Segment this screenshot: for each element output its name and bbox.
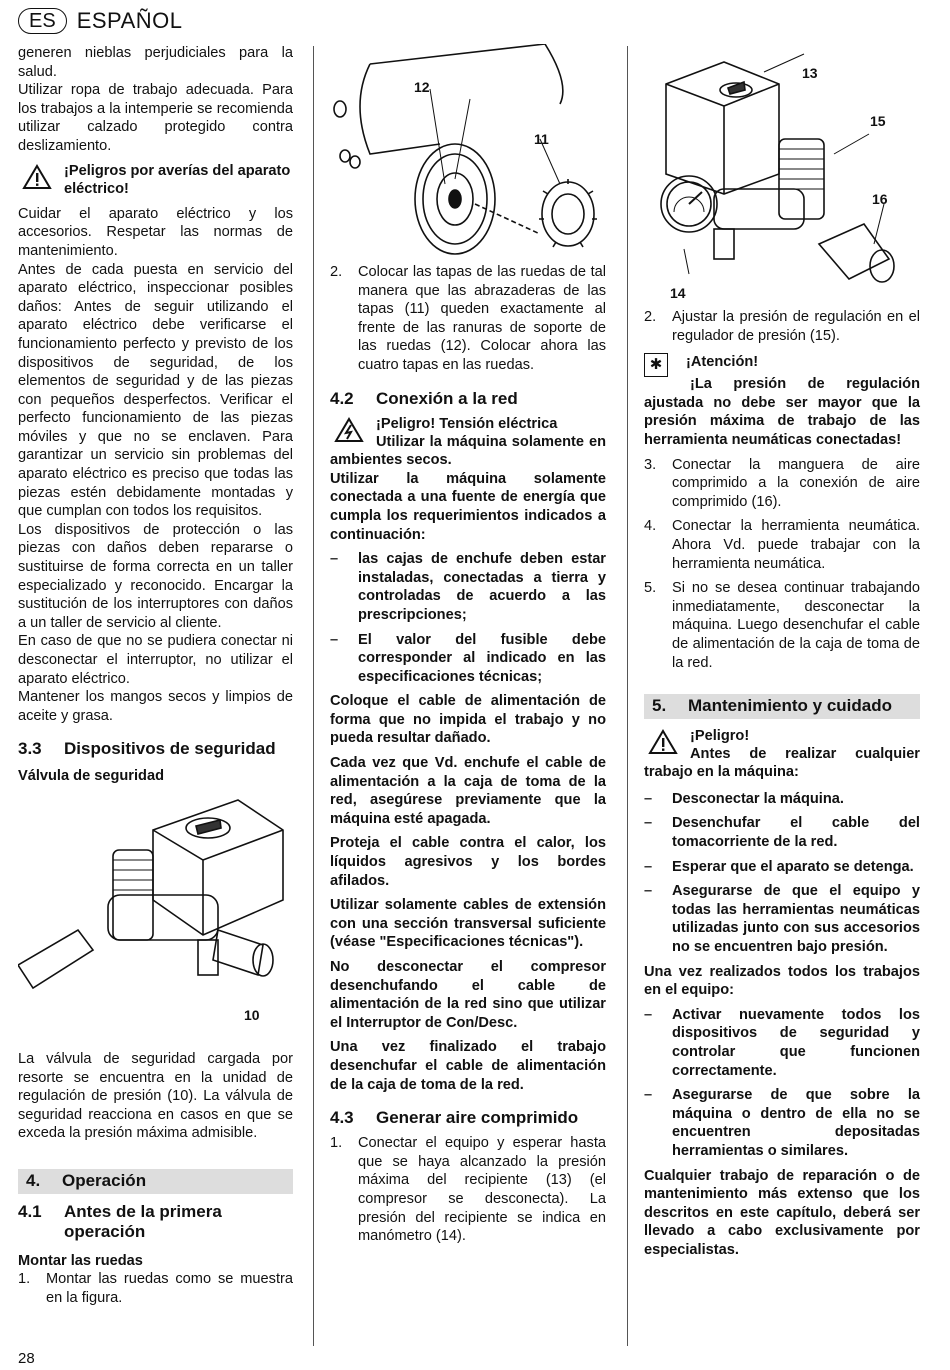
figure-pressure-controls (644, 44, 920, 302)
list-item: 4. Conectar la herramienta neumática. Ahora Vd. puede trabajar con la herramienta neumática. (644, 518, 920, 572)
step-list (644, 308, 920, 345)
paragraph: En caso de que no se pudiera conectar ni desconectar el interruptor, no utilizar el aparato eléctrico. (18, 633, 293, 687)
column-2 (330, 44, 606, 1252)
column-divider (627, 46, 628, 1346)
attention-note (644, 353, 920, 449)
section-heading: 3.3 Dispositivos de seguridad (18, 739, 276, 759)
list-item: 2. Ajustar la presión de regulación en el regulador de presión (15). (644, 309, 920, 344)
warning-text: Utilizar la máquina solamente en ambientes secos. (330, 433, 606, 469)
step-list (644, 456, 920, 673)
list-item: 3. Conectar la manguera de aire comprimido a la conexión de aire comprimido (16). (644, 456, 920, 510)
bold-paragraph: Coloque el cable de alimentación de forma que no impida el trabajo y no pueda resultar dañado. (330, 693, 606, 747)
figure-callout: 11 (534, 131, 549, 147)
list-item: 2. Colocar las tapas de las ruedas de tal manera que las abrazaderas de las tapas (11) queden exactamente al frente de las ranuras de soporte de las ruedas (12). Colocar ahora las cuatro tapas en las ruedas. (330, 264, 606, 373)
subheading: Montar las ruedas (18, 1252, 143, 1269)
wheel-assembly-illustration (330, 44, 606, 259)
step-list (330, 1134, 606, 1246)
precaution-list (644, 790, 920, 957)
figure-callout: 15 (870, 113, 886, 129)
paragraph: Cuidar el aparato eléctrico y los accesorios. Respetar las normas de mantenimiento. (18, 205, 293, 259)
paragraph: generen nieblas perjudiciales para la salud. (18, 45, 293, 80)
paragraph: Utilizar ropa de trabajo adecuada. Para los trabajos a la intemperie se recomienda utilizar calzado protegido contra deslizamiento. (18, 82, 293, 154)
warning-note (18, 162, 293, 199)
bold-paragraph: Utilizar la máquina solamente conectada a una fuente de energía que cumpla los requerimientos indicados a continuación: (330, 470, 606, 543)
chapter-heading: 4. Operación (18, 1169, 293, 1194)
list-item: 5. Si no se desea continuar trabajando inmediatamente, desconectar la máquina. Luego desenchufar el cable de alimentación de la caja de toma de la red. (644, 580, 920, 671)
paragraph: Antes de cada puesta en servicio del aparato eléctrico, inspeccionar posibles daños: Antes de seguir utilizando el aparato eléctrico debe verificarse el funcionamiento perfecto y previsto de los dispositivos de seguridad, de los elementos de seguridad y de las piezas con pequeños desperfectos. Verificar el perfecto funcionamiento de las piezas móviles y que no se enclaven. Para garantizar un servicio sin problemas del aparato eléctrico es preciso que todas las piezas estén debidamente montadas y que cumplan con todos los requisitos. (18, 261, 293, 520)
warning-note (330, 415, 606, 451)
list-item: – Desconectar la máquina. (644, 790, 844, 807)
bold-paragraph: Cada vez que Vd. enchufe el cable de alimentación a la caja de toma de la red, asegúrese previamente que la máquina esté apagada. (330, 755, 606, 827)
list-item: – Asegurarse de que sobre la máquina o dentro de ella no se encuentren depositadas herramientas o similares. (644, 1087, 920, 1159)
bold-paragraph: Proteja el cable contra el calor, los líquidos agresivos y los bordes afilados. (330, 835, 606, 889)
language-badge: ES (18, 8, 67, 34)
column-divider (313, 46, 314, 1346)
language-name: ESPAÑOL (76, 8, 183, 33)
figure-callout: 14 (670, 285, 686, 301)
warning-title: ¡Peligro! Tensión eléctrica (376, 415, 558, 432)
page-header (18, 8, 183, 34)
warning-title: ¡Peligros por averías del aparato eléctrico! (64, 162, 291, 198)
list-item: – El valor del fusible debe corresponder al indicado en las especificaciones técnicas; (330, 631, 606, 685)
pressure-controls-illustration (644, 44, 920, 302)
paragraph: Mantener los mangos secos y limpios de aceite y grasa. (18, 689, 293, 724)
electric-shock-warning-icon (334, 417, 364, 449)
bold-paragraph: No desconectar el compresor desenchufando el cable de alimentación de la red sino que utilizar el Interruptor de Con/Desc. (330, 959, 606, 1031)
warning-triangle-icon (648, 729, 678, 761)
figure-callout: 13 (802, 65, 818, 81)
column-1 (18, 44, 293, 1313)
attention-text: ¡La presión de regulación ajustada no debe ser mayor que la presión máxima de trabajo de las herramienta neumáticas conectadas! (644, 376, 920, 448)
figure-wheel-assembly (330, 44, 606, 259)
attention-title: ¡Atención! (686, 354, 759, 371)
figure-callout: 16 (872, 191, 888, 207)
post-work-list (644, 1006, 920, 1161)
figure-pressure-regulator (18, 790, 293, 1042)
list-item: – Activar nuevamente todos los dispositivos de seguridad y controlar que funcionen correctamente. (644, 1006, 920, 1079)
step-list (330, 263, 606, 375)
step-list (18, 1270, 293, 1307)
warning-triangle-icon (22, 164, 52, 196)
subheading: Válvula de seguridad (18, 768, 164, 785)
figure-callout: 10 (244, 1006, 260, 1023)
chapter-heading: 5. Mantenimiento y cuidado (644, 694, 920, 719)
warning-title: ¡Peligro! (690, 727, 750, 744)
warning-text: Antes de realizar cualquier trabajo en la máquina: (644, 745, 920, 781)
figure-callout: 12 (414, 79, 430, 95)
attention-icon: ✱ (644, 353, 668, 377)
list-item: – Desenchufar el cable del tomacorriente de la red. (644, 815, 920, 851)
list-item: 1. Montar las ruedas como se muestra en la figura. (18, 1271, 293, 1306)
section-heading: 4.2 Conexión a la red (330, 388, 518, 408)
section-heading: 4.3 Generar aire comprimido (330, 1108, 579, 1128)
requirements-list (330, 550, 606, 686)
list-item: – Esperar que el aparato se detenga. (644, 858, 914, 875)
paragraph: La válvula de seguridad cargada por resorte se encuentra en la unidad de regulación de presión (10). La válvula de seguridad reacciona en casos en que se exceda la presión máxima admisible. (18, 1050, 293, 1142)
bold-paragraph: Utilizar solamente cables de extensión con una sección transversal suficiente (véase "Especificaciones técnicas"). (330, 897, 606, 951)
bold-paragraph: Una vez finalizado el trabajo desenchufar el cable de alimentación de la caja de toma de la red. (330, 1039, 606, 1093)
pressure-regulator-illustration (18, 790, 293, 1042)
list-item: 1. Conectar el equipo y esperar hasta que se haya alcanzado la presión máxima del recipiente (13) (el compresor se desconecta). La presión del recipiente se indica en manómetro (14). (330, 1135, 606, 1245)
column-3 (644, 44, 920, 1260)
page-number: 28 (18, 1350, 35, 1367)
bold-paragraph: Cualquier trabajo de reparación o de mantenimiento más extenso que los descritos en este capítulo, deberá ser llevado a cabo exclusivamente por especialistas. (644, 1167, 920, 1258)
paragraph: Los dispositivos de protección o las piezas con daños deben repararse o sustituirse de forma correcta en un taller especializado y reconocido. Encargar la sustitución de los interruptores con daños a un taller de servicio al cliente. (18, 521, 293, 631)
section-heading: 4.1 Antes de la primera operación (18, 1201, 222, 1241)
list-item: – Asegurarse de que el equipo y todas las herramientas neumáticas utilizadas junto con sus accesorios no se encuentren bajo presión. (644, 883, 920, 956)
bold-paragraph: Una vez realizados todos los trabajos en el equipo: (644, 963, 920, 999)
warning-note (644, 727, 920, 763)
list-item: – las cajas de enchufe deben estar instaladas, conectadas a tierra y controladas de acuerdo a las prescripciones; (330, 551, 606, 623)
